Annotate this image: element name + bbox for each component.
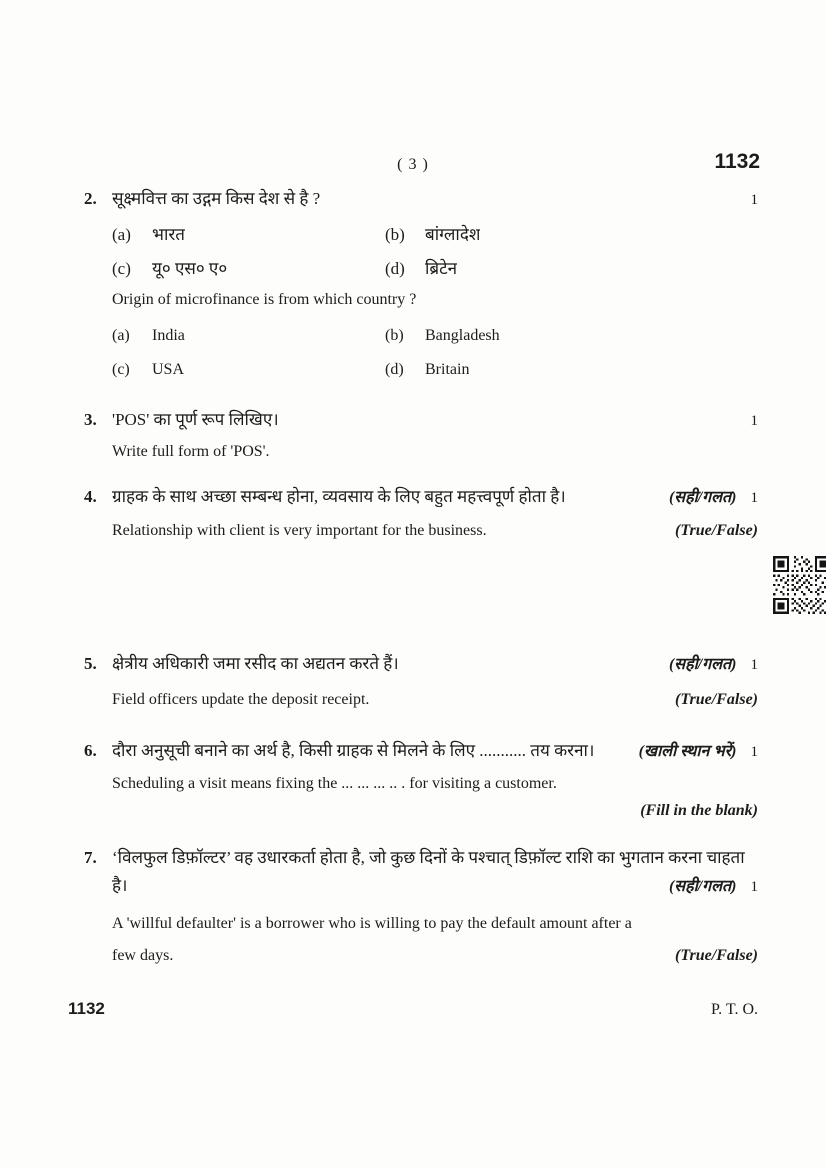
question-6-tag-english-row [84, 802, 758, 820]
question-7-text-hindi-line-1: ‘विलफुल डिफ़ॉल्टर’ वह उधारकर्ता होता है, जो कुछ दिनों के पश्चात् डिफ़ॉल्ट राशि का भुगतान करना चाहता [112, 848, 745, 867]
question-3-marks: 1 [750, 413, 758, 429]
option-b-text: बांग्लादेश [425, 225, 481, 244]
option-c-label: (c) [112, 361, 130, 378]
page-header [0, 150, 826, 180]
question-7-marks: 1 [750, 879, 758, 895]
question-7-english-line-2 [84, 947, 758, 965]
q2-option-a-english [112, 327, 385, 345]
page-footer [68, 999, 758, 1019]
option-a-text: India [152, 327, 185, 344]
q2-option-c-english [112, 361, 385, 379]
question-3-number: 3. [84, 410, 97, 429]
question-3-text-hindi: 'POS' का पूर्ण रूप लिखिए। [112, 410, 279, 429]
question-4-tag-hindi: (सही/गलत) [668, 489, 737, 506]
pto-label: P. T. O. [711, 1001, 758, 1018]
option-b-text: Bangladesh [425, 327, 500, 344]
question-6-hindi [84, 738, 758, 761]
question-5-text-hindi: क्षेत्रीय अधिकारी जमा रसीद का अद्यतन करते हैं। [112, 654, 399, 673]
question-4-english [84, 522, 758, 540]
question-4-number: 4. [84, 487, 97, 506]
question-7-tag-english: (True/False) [675, 947, 758, 964]
question-6-number: 6. [84, 741, 97, 760]
option-d-text: ब्रिटेन [425, 259, 458, 278]
option-d-label: (d) [385, 361, 404, 378]
question-7-text-english-line-2: few days. [112, 947, 174, 964]
question-7-tag-hindi: (सही/गलत) [668, 878, 737, 895]
option-c-text: USA [152, 361, 185, 378]
question-6-tag-english: (Fill in the blank) [640, 802, 758, 819]
option-c-text: यू० एस० ए० [152, 259, 228, 278]
question-3-english [84, 443, 758, 461]
option-d-label: (d) [385, 259, 405, 278]
q2-option-a-hindi [112, 222, 385, 245]
question-6-text-english: Scheduling a visit means fixing the ... ... ... .. . for visiting a customer. [112, 775, 557, 792]
question-7-number: 7. [84, 848, 97, 867]
q2-options-hindi-row-2 [84, 256, 758, 279]
question-6-english [84, 775, 758, 793]
q2-option-d-english [385, 361, 469, 379]
question-5-number: 5. [84, 654, 97, 673]
page-number: ( 3 ) [397, 156, 429, 173]
question-5-text-english: Field officers update the deposit receipt. [112, 691, 370, 708]
question-6-text-hindi: दौरा अनुसूची बनाने का अर्थ है, किसी ग्राहक से मिलने के लिए ........... तय करना। [112, 741, 595, 760]
question-5-tag-hindi: (सही/गलत) [668, 656, 737, 673]
question-5-marks: 1 [750, 657, 758, 673]
q2-option-c-hindi [112, 256, 385, 279]
question-7-text-english-line-1: A 'willful defaulter' is a borrower who is willing to pay the default amount after a [112, 915, 632, 932]
question-2-marks: 1 [750, 192, 758, 208]
question-2-number: 2. [84, 189, 97, 208]
question-5-hindi [84, 651, 758, 674]
q2-options-hindi-row-1 [84, 222, 758, 245]
q2-options-english-row-1 [84, 327, 758, 345]
question-7-english-line-1 [84, 915, 758, 933]
qr-code-icon [772, 556, 826, 614]
paper-code-header: 1132 [714, 150, 760, 173]
question-2-text-english: Origin of microfinance is from which country ? [112, 291, 417, 308]
question-7-hindi-line-2 [84, 873, 758, 896]
question-2-english [84, 291, 758, 309]
question-4-text-english: Relationship with client is very important for the business. [112, 522, 487, 539]
question-4-tag-english: (True/False) [675, 522, 758, 539]
question-4-hindi [84, 484, 758, 507]
question-7-text-hindi-line-2: है। [112, 876, 128, 895]
option-a-text: भारत [152, 225, 185, 244]
option-a-label: (a) [112, 327, 130, 344]
q2-options-english-row-2 [84, 361, 758, 379]
paper-code-footer: 1132 [68, 999, 105, 1018]
option-c-label: (c) [112, 259, 131, 278]
question-3-hindi [84, 407, 758, 430]
q2-option-b-english [385, 327, 500, 345]
question-5-english [84, 691, 758, 709]
option-a-label: (a) [112, 225, 131, 244]
question-7-hindi-line-1 [84, 845, 758, 868]
question-4-text-hindi: ग्राहक के साथ अच्छा सम्बन्ध होना, व्यवसाय के लिए बहुत महत्त्वपूर्ण होता है। [112, 487, 566, 506]
question-3-text-english: Write full form of 'POS'. [112, 443, 270, 460]
question-5-tag-english: (True/False) [675, 691, 758, 708]
option-b-label: (b) [385, 327, 404, 344]
question-4-marks: 1 [750, 490, 758, 506]
option-d-text: Britain [425, 361, 470, 378]
question-6-marks: 1 [750, 744, 758, 760]
option-b-label: (b) [385, 225, 405, 244]
question-6-tag-hindi: (खाली स्थान भरें) [638, 743, 737, 760]
question-2-hindi [84, 186, 758, 209]
q2-option-b-hindi [385, 222, 480, 245]
question-2-text-hindi: सूक्ष्मवित्त का उद्गम किस देश से है ? [112, 189, 321, 208]
q2-option-d-hindi [385, 256, 457, 279]
